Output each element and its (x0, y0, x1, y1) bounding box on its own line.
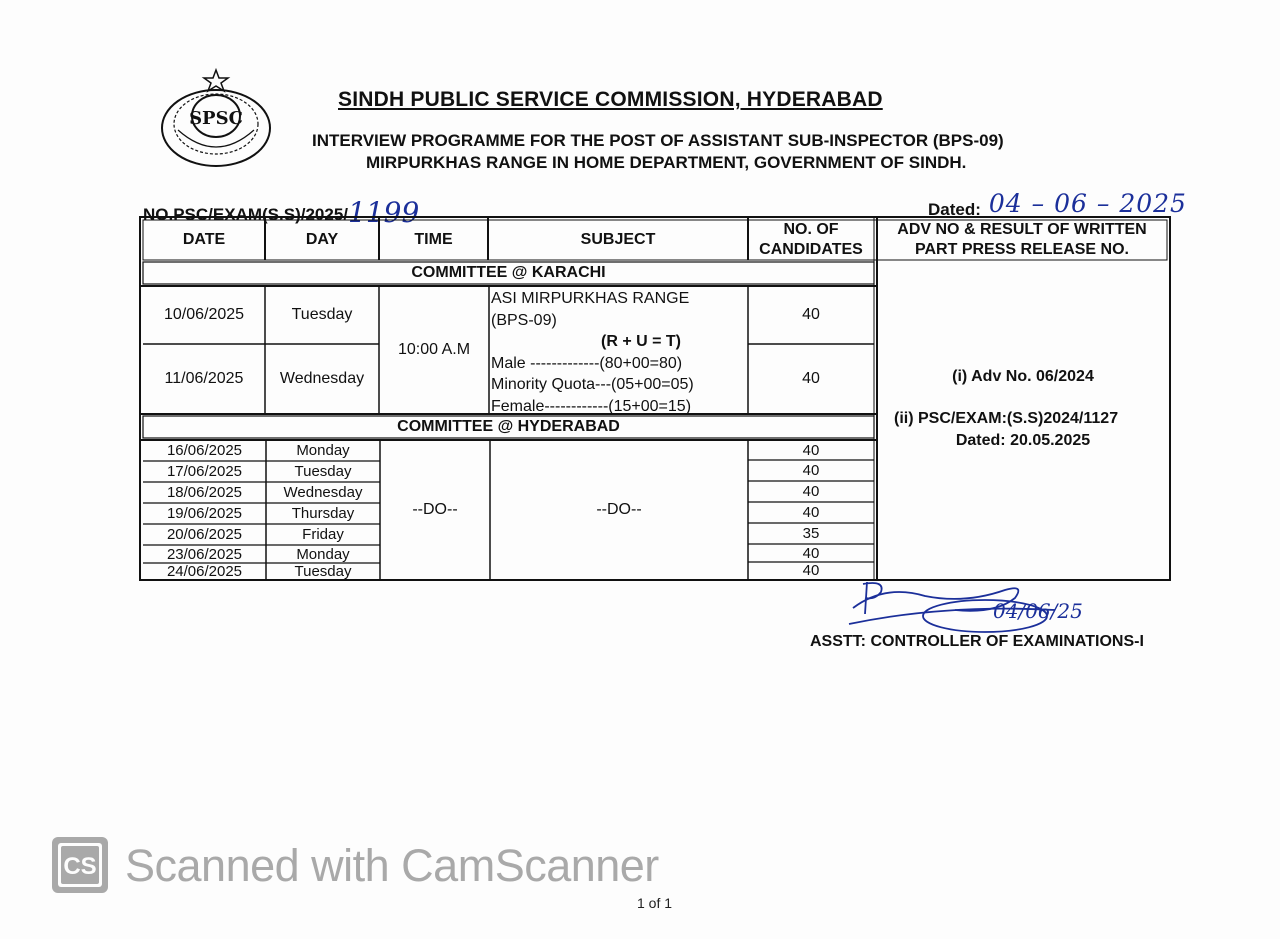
signatory-title: ASSTT: CONTROLLER OF EXAMINATIONS-I (810, 633, 1144, 650)
adv-details (880, 366, 1166, 452)
karachi-row-1-day: Tuesday (291, 306, 353, 323)
header-subject: SUBJECT (580, 231, 656, 248)
hyd-row-2-candidates: 40 (802, 462, 820, 479)
hyd-row-6-day: Monday (296, 545, 350, 563)
header-candidates-line2: CANDIDATES (759, 241, 863, 258)
hyd-row-7-candidates: 40 (802, 562, 820, 579)
reference-prefix: NO.PSC/EXAM(S.S)/2025/ (143, 205, 349, 224)
hyd-row-5-day: Friday (302, 526, 344, 543)
hyd-row-2-date: 17/06/2025 (166, 463, 243, 480)
subject-female: Female------------(15+00=15) (491, 397, 692, 415)
header-time: TIME (414, 231, 453, 248)
karachi-row-1-candidates: 40 (802, 306, 820, 323)
hyderabad-time: --DO-- (412, 501, 458, 518)
header-candidates (748, 218, 874, 262)
hyd-row-2-day: Tuesday (294, 463, 352, 480)
hyd-row-1-date: 16/06/2025 (166, 442, 243, 459)
subject-male: Male -------------(80+00=80) (491, 354, 683, 372)
subject-minority: Minority Quota---(05+00=05) (491, 376, 694, 393)
karachi-row-1-date: 10/06/2025 (163, 306, 245, 323)
hyd-row-5-date: 20/06/2025 (166, 526, 243, 543)
subtitle-line-2: MIRPURKHAS RANGE IN HOME DEPARTMENT, GOVERNMENT OF SINDH. (366, 153, 967, 172)
subtitle-line-1: INTERVIEW PROGRAMME FOR THE POST OF ASSISTANT SUB-INSPECTOR (BPS-09) (312, 131, 1004, 150)
karachi-time: 10:00 A.M (397, 341, 471, 358)
header-candidates-line1: NO. OF (783, 221, 839, 238)
header-date: DATE (182, 231, 226, 248)
hyd-row-3-date: 18/06/2025 (166, 484, 243, 501)
hyd-row-6-candidates: 40 (802, 544, 820, 562)
karachi-row-2-candidates: 40 (802, 370, 820, 387)
header-adv-line2: PART PRESS RELEASE NO. (915, 241, 1129, 258)
subject-formula: (R + U = T) (600, 333, 681, 350)
karachi-subject (491, 288, 746, 417)
reference-handwritten: 1199 (348, 196, 420, 229)
hyd-row-7-day: Tuesday (294, 563, 352, 580)
subject-line-1: ASI MIRPURKHAS RANGE (491, 290, 690, 307)
hyd-row-3-candidates: 40 (802, 483, 820, 500)
dated-label: Dated: (928, 200, 981, 219)
signature-date: 04/06/25 (993, 599, 1083, 623)
signature-scribble (845, 574, 1095, 636)
hyd-row-1-candidates: 40 (802, 441, 820, 459)
subject-line-2: (BPS-09) (491, 311, 557, 329)
signature (845, 574, 1095, 636)
hyd-row-5-candidates: 35 (802, 525, 820, 542)
header-day: DAY (305, 231, 339, 248)
page-title: SINDH PUBLIC SERVICE COMMISSION, HYDERABAD (338, 88, 883, 111)
hyd-row-7-date: 24/06/2025 (166, 563, 243, 580)
hyd-row-4-day: Thursday (291, 505, 355, 522)
hyd-row-1-day: Monday (296, 442, 350, 459)
adv-line-3: Dated: 20.05.2025 (955, 432, 1091, 449)
hyd-row-4-date: 19/06/2025 (166, 505, 243, 522)
header-adv (877, 218, 1167, 262)
camscanner-logo-icon (50, 835, 110, 895)
svg-text:CS: CS (63, 853, 97, 880)
page-indicator: 1 of 1 (637, 895, 673, 911)
committee-karachi: COMMITTEE @ KARACHI (411, 264, 606, 281)
hyd-row-6-date: 23/06/2025 (166, 545, 243, 563)
hyderabad-subject: --DO-- (596, 501, 642, 518)
header-adv-line1: ADV NO & RESULT OF WRITTEN (897, 221, 1147, 238)
committee-hyderabad: COMMITTEE @ HYDERABAD (397, 418, 620, 435)
camscanner-text: Scanned with CamScanner (125, 840, 659, 891)
hyd-row-4-candidates: 40 (802, 504, 820, 521)
hyd-row-3-day: Wednesday (283, 484, 363, 501)
adv-line-1: (i) Adv No. 06/2024 (952, 368, 1094, 385)
karachi-row-2-date: 11/06/2025 (164, 370, 244, 387)
adv-line-2: (ii) PSC/EXAM:(S.S)2024/1127 (894, 410, 1119, 427)
svg-text:SPSC: SPSC (189, 108, 243, 129)
karachi-row-2-day: Wednesday (279, 370, 365, 387)
dated-handwritten: 04 – 06 – 2025 (988, 189, 1187, 218)
